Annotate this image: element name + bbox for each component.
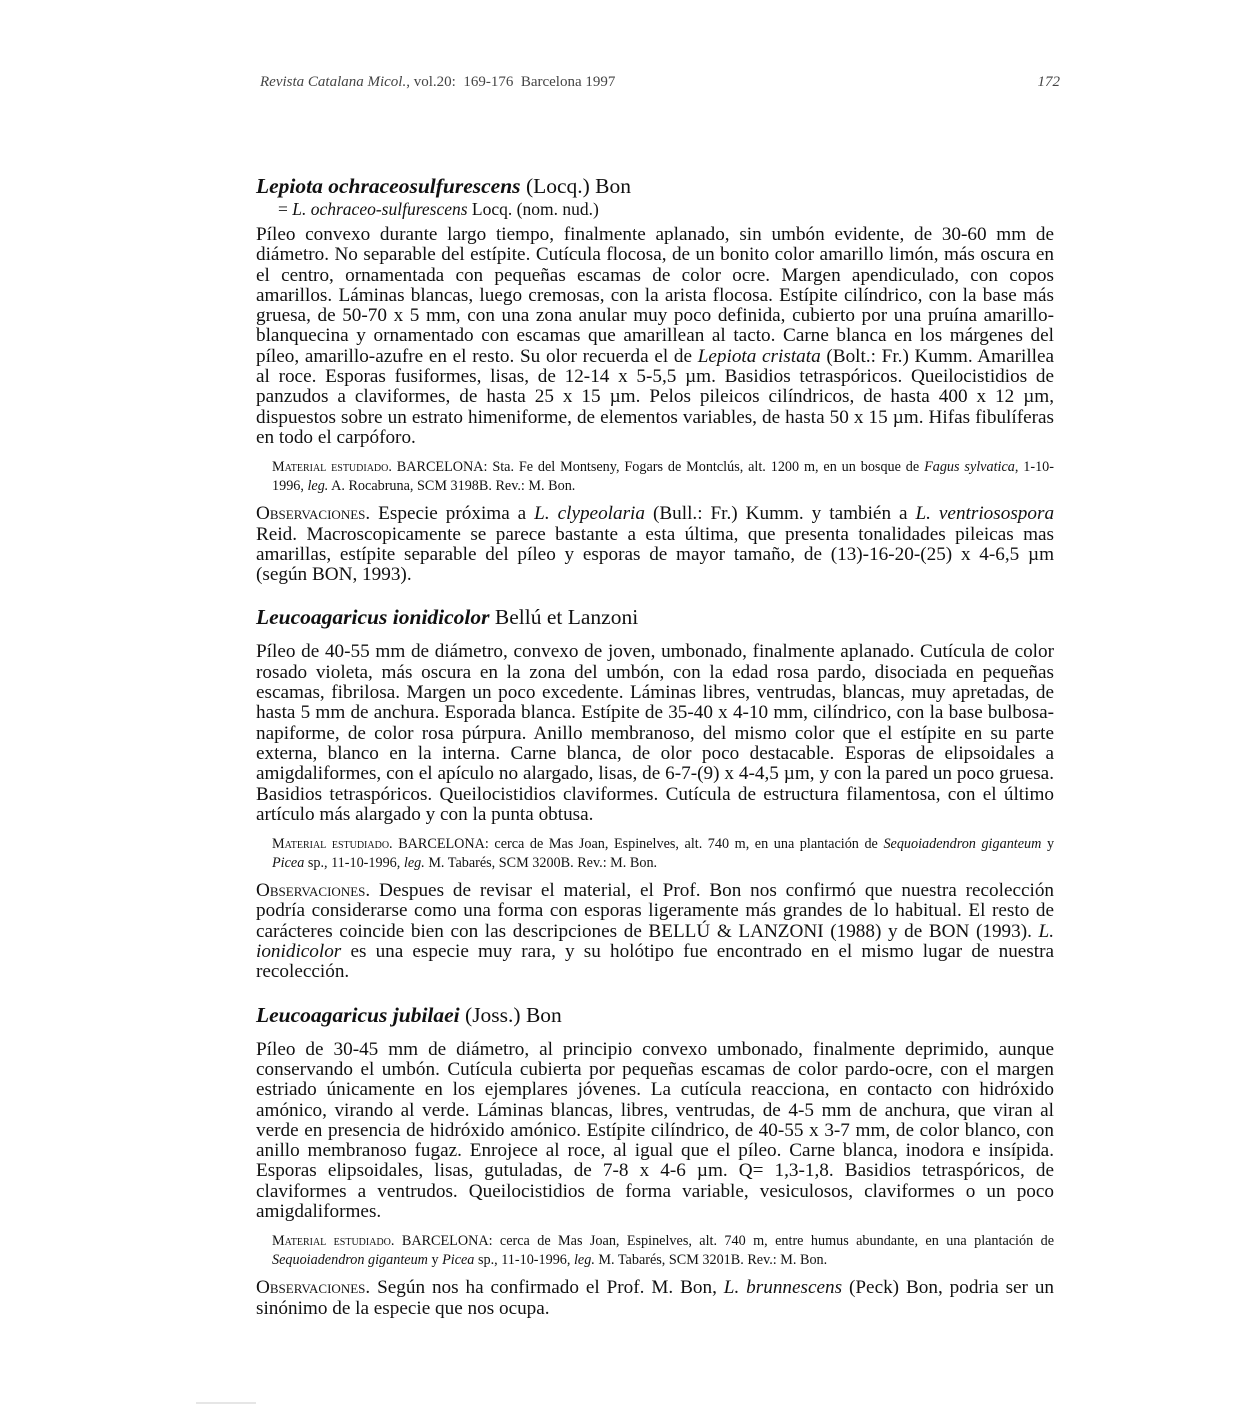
- observations: Observaciones. Según nos ha confirmado el Prof. M. Bon, L. brunnescens (Peck) Bon, podria ser un sinónimo de la especie que nos ocupa.: [256, 1277, 1055, 1319]
- page-number: 172: [1037, 74, 1060, 90]
- journal-pages: 169-176: [463, 74, 514, 90]
- species-synonym: = L. ochraceo-sulfurescens Locq. (nom. nud.): [278, 199, 599, 219]
- journal-name: Revista Catalana Micol.: [260, 74, 407, 90]
- observations-label: Observaciones.: [256, 880, 371, 902]
- observations-label: Observaciones.: [256, 503, 371, 525]
- article-body: [256, 174, 1054, 1319]
- material-studied: Material estudiado. BARCELONA: cerca de Mas Joan, Espinelves, alt. 740 m, en una plantación de Sequoiadendron giganteum y Picea sp., 11-10-1996, leg. M. Tabarés, SCM 3200B. Rev.: M. Bon.: [272, 836, 1055, 872]
- species-name: Lepiota ochraceosulfurescens: [256, 174, 521, 198]
- species-description: Píleo de 40-55 mm de diámetro, convexo de joven, umbonado, finalmente aplanado. Cutícula de color rosado violeta, más oscura en la zona del umbón, con la edad rosa pardo, disociada en pequeñas escamas, fibrilosa. Margen un poco excedente. Láminas libres, ventrudas, blancas, muy apretadas, de hasta 5 mm de anchura. Esporada blanca. Estípite de 35-40 x 4-10 mm, cilíndrico, con la base bulbosa-napiforme, de color rosa púrpura. Anillo membranoso, del mismo color que el estípite en su parte externa, blanco en la interna. Carne blanca, de olor poco destacable. Esporas de elipsoidales a amigdaliformes, con el apículo no alargado, lisas, de 6-7-(9) x 4-4,5 µm, y con la pared un poco gruesa. Basidios tetraspóricos. Queilocistidios claviformes. Cutícula de estructura filamentosa, con el último artículo más alargado y con la punta obtusa.: [256, 641, 1054, 825]
- material-label: Material estudiado.: [272, 836, 393, 853]
- species-description: Píleo convexo durante largo tiempo, finalmente aplanado, sin umbón evidente, de 30-60 mm de diámetro. No separable del estípite. Cutícula flocosa, de un bonito color amarillo limón, más oscura en el centro, ornamentada con pequeñas escamas de color ocre. Margen apendiculado, con copos amarillos. Láminas blancas, luego cremosas, con la arista flocosa. Estípite cilíndrico, con la base más gruesa, de 50-70 x 5 mm, con una zona anular muy poco definida, cubierto por una pruína amarillo-blanquecina y ornamentado con escamas que amarillean al tacto. Carne blanca en los márgenes del píleo, amarillo-azufre en el resto. Su olor recuerda el de Lepiota cristata (Bolt.: Fr.) Kumm. Amarillea al roce. Esporas fusiformes, lisas, de 12-14 x 5-5,5 µm. Basidios tetraspóricos. Queilocistidios de panzudos a claviformes, de hasta 25 x 15 µm. Pelos pileicos cilíndricos, de hasta 400 x 12 µm, dispuestos sobre un estrato himeniforme, de elementos variables, de hasta 50 x 15 µm. Hifas fibulíferas en todo el carpóforo.: [256, 224, 1055, 448]
- material-label: Material estudiado.: [272, 1233, 395, 1250]
- journal-volume: vol.20:: [413, 74, 456, 90]
- species-heading: [256, 1003, 1054, 1028]
- material-label: Material estudiado.: [272, 459, 392, 476]
- species-description: Píleo de 30-45 mm de diámetro, al principio convexo umbonado, finalmente deprimido, aunque conservando el umbón. Cutícula cubierta por pequeñas escamas de color pardo-ocre, con el margen estriado únicamente en los ejemplares jóvenes. La cutícula reacciona, en contacto con hidróxido amónico, virando al verde. Láminas blancas, libres, ventrudas, de 4-5 mm de anchura, que viran al verde en presencia de hidróxido amónico. Estípite cilíndrico, de 40-55 x 3-7 mm, de color blanco, con anillo membranoso fugaz. Enrojece al roce, al igual que el píleo. Carne blanca, inodora e insípida. Esporas elipsoidales, lisas, gutuladas, de 7-8 x 4-6 µm. Q= 1,3-1,8. Basidios tetraspóricos, de claviformes a ventrudos. Queilocistidios de forma variable, vesiculosos, claviformes o un poco amigdaliformes.: [256, 1038, 1054, 1222]
- species-section-leucoagaricus-jubilaei: [256, 1003, 1054, 1319]
- species-author: (Locq.) Bon: [525, 174, 632, 198]
- material-studied: Material estudiado. BARCELONA: Sta. Fe del Montseny, Fogars de Montclús, alt. 1200 m, en un bosque de Fagus sylvatica, 1-10-1996, leg. A. Rocabruna, SCM 3198B. Rev.: M. Bon.: [272, 459, 1054, 495]
- material-studied: Material estudiado. BARCELONA: cerca de Mas Joan, Espinelves, alt. 740 m, entre humus abundante, en una plantación de Sequoiadendron giganteum y Picea sp., 11-10-1996, leg. M. Tabarés, SCM 3201B. Rev.: M. Bon.: [272, 1233, 1054, 1269]
- scan-artifact-line: [196, 1402, 256, 1404]
- synonym-name: L. ochraceo-sulfurescens: [292, 199, 468, 219]
- running-header: Revista Catalana Micol., vol.20: 169-176 Barcelona 1997 172: [260, 74, 1060, 90]
- species-author: (Joss.) Bon: [465, 1002, 562, 1027]
- species-heading: [256, 605, 1054, 630]
- species-section-leucoagaricus-ionidicolor: [256, 605, 1054, 982]
- species-author: Bellú et Lanzoni: [494, 605, 639, 630]
- journal-place-year: Barcelona 1997: [520, 74, 616, 90]
- observations: Observaciones. Despues de revisar el material, el Prof. Bon nos confirmó que nuestra recolección podría considerarse como una forma con esporas ligeramente más grandes de lo habitual. El resto de carácteres coincide bien con las descripciones de BELLÚ & LANZONI (1988) y de BON (1993). L. ionidicolor es una especie muy rara, y su holótipo fue encontrado en el mismo lugar de nuestra recolección.: [256, 880, 1055, 983]
- species-heading: [256, 174, 1054, 199]
- species-name: Leucoagaricus ionidicolor: [256, 605, 490, 630]
- observations: Observaciones. Especie próxima a L. clypeolaria (Bull.: Fr.) Kumm. y también a L. ventriosospora Reid. Macroscopicamente se parece bastante a esta última, que presenta tonalidades pileicas mas amarillas, estípite separable del píleo y esporas de mayor tamaño, de (13)-16-20-(25) x 4-6,5 µm (según BON, 1993).: [256, 503, 1055, 586]
- species-section-lepiota-ochraceosulfurescens: [256, 174, 1054, 585]
- observations-label: Observaciones.: [256, 1277, 371, 1299]
- species-name: Leucoagaricus jubilaei: [256, 1002, 460, 1027]
